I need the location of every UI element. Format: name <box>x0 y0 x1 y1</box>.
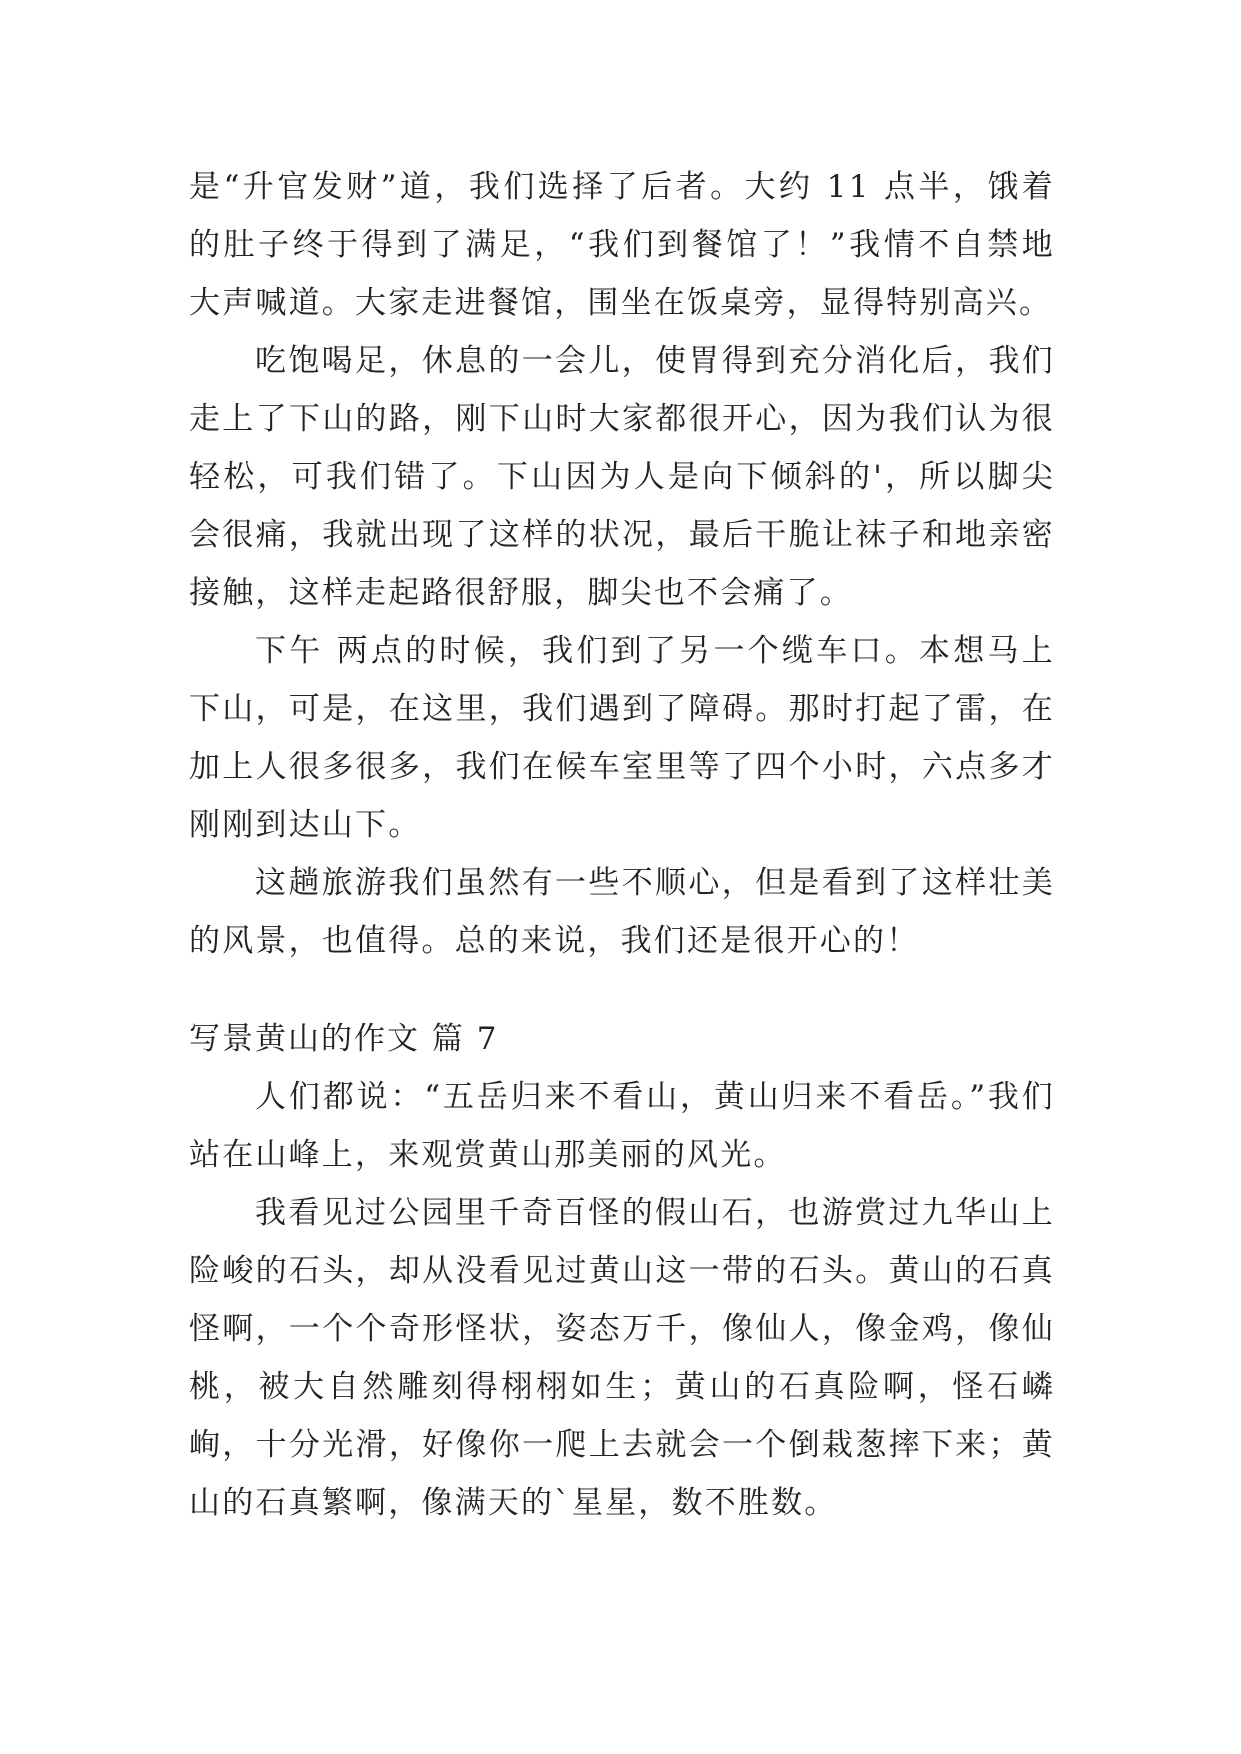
document-body <box>189 158 1055 1532</box>
section-gap <box>189 970 1055 1010</box>
paragraph-saying: 人们都说：“五岳归来不看山，黄山归来不看岳。”我们站在山峰上，来观赏黄山那美丽的风光。 <box>189 1079 1055 1173</box>
paragraph-rocks: 我看见过公园里千奇百怪的假山石，也游赏过九华山上险峻的石头，却从没看见过黄山这一带的石头。黄山的石真怪啊，一个个奇形怪状，姿态万千，像仙人，像金鸡，像仙桃，被大自然雕刻得栩栩如生；黄山的石真险啊，怪石嶙峋，十分光滑，好像你一爬上去就会一个倒栽葱摔下来；黄山的石真繁啊，像满天的`星星，数不胜数。 <box>189 1195 1055 1521</box>
paragraph-summary: 这趟旅游我们虽然有一些不顺心，但是看到了这样壮美的风景，也值得。总的来说，我们还是很开心的！ <box>189 865 1055 959</box>
section-title: 写景黄山的作文 篇 7 <box>189 1021 499 1057</box>
paragraph-lunch: 是“升官发财”道，我们选择了后者。大约 11 点半，饿着的肚子终于得到了满足，“我们到餐馆了！”我情不自禁地大声喊道。大家走进餐馆，围坐在饭桌旁，显得特别高兴。 <box>189 169 1055 321</box>
paragraph-descent: 吃饱喝足，休息的一会儿，使胃得到充分消化后，我们走上了下山的路，刚下山时大家都很开心，因为我们认为很轻松，可我们错了。下山因为人是向下倾斜的'，所以脚尖会很痛，我就出现了这样的状况，最后干脆让袜子和地亲密接触，这样走起路很舒服，脚尖也不会痛了。 <box>189 343 1055 611</box>
paragraph-cable-car: 下午 两点的时候，我们到了另一个缆车口。本想马上下山，可是，在这里，我们遇到了障碍。那时打起了雷，在加上人很多很多，我们在候车室里等了四个小时，六点多才刚刚到达山下。 <box>189 633 1055 843</box>
